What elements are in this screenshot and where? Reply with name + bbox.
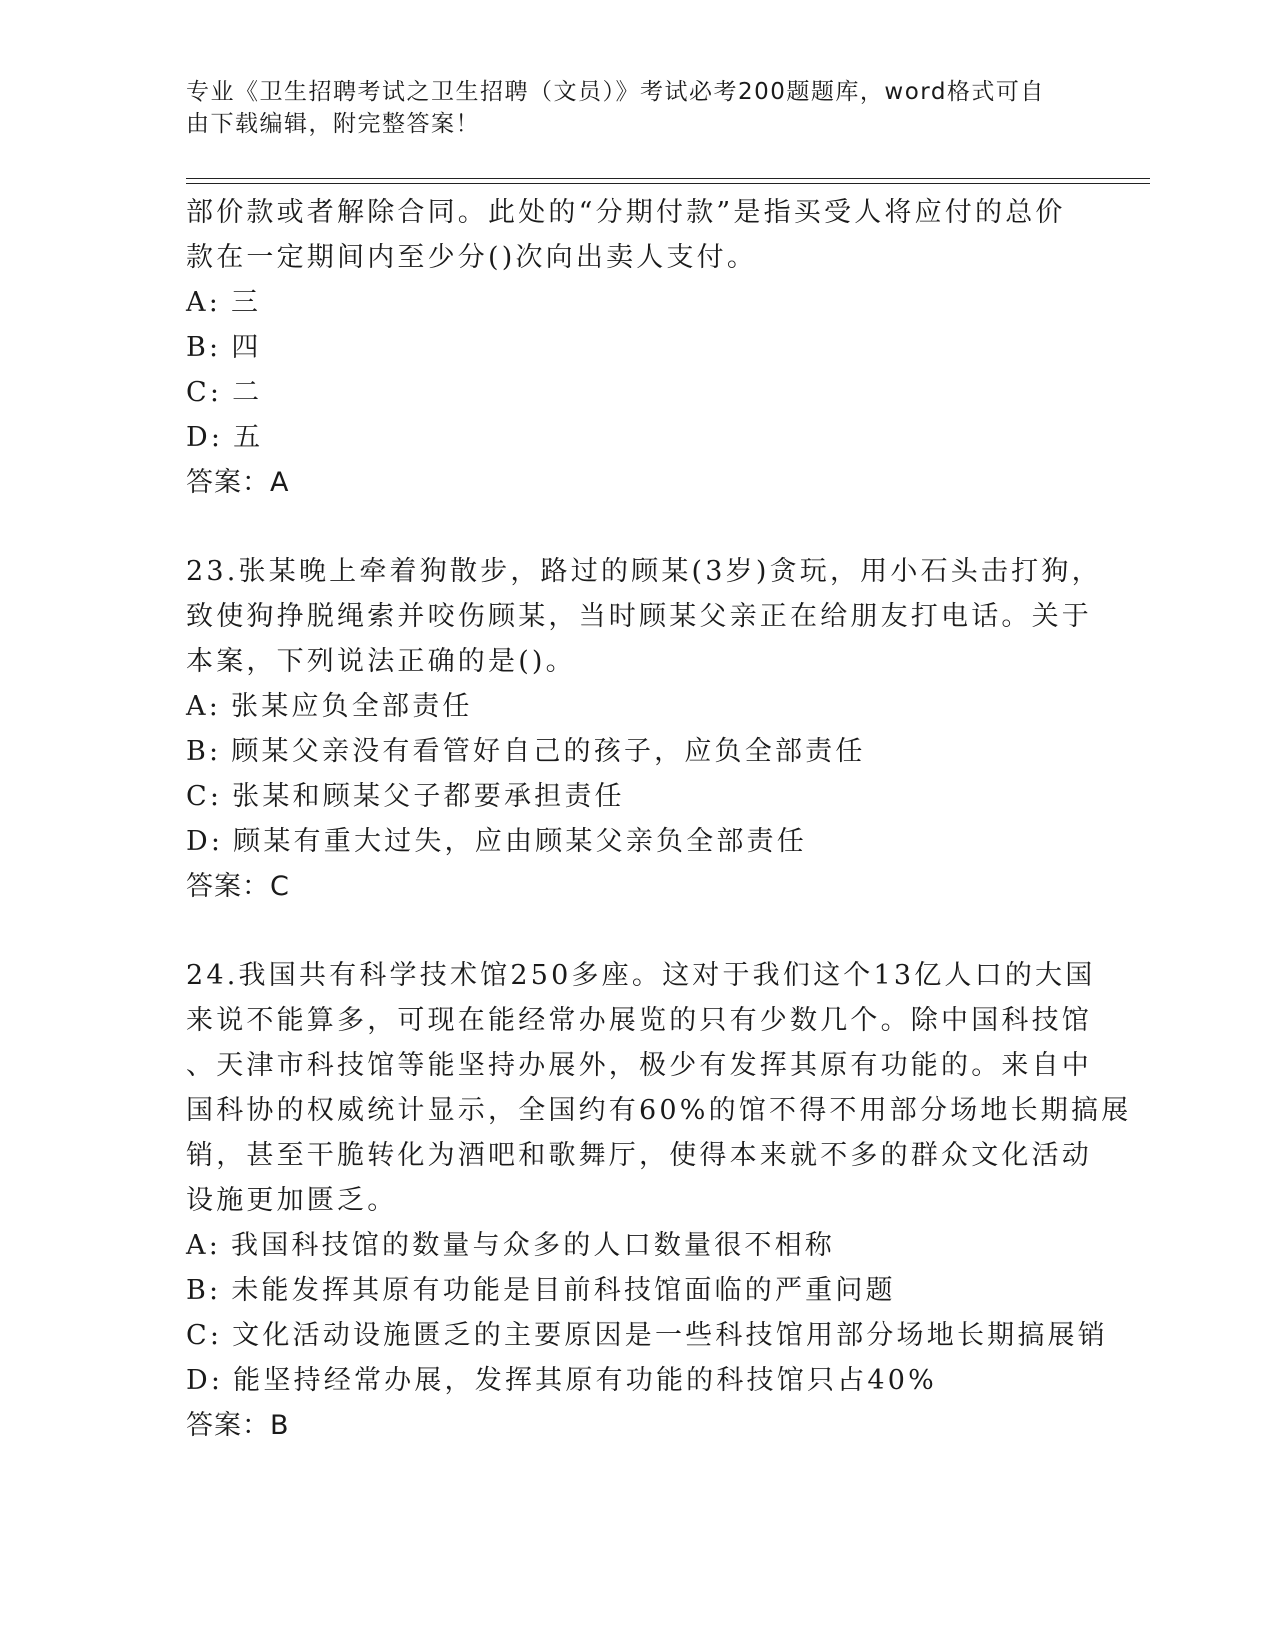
- header-divider-bottom: [186, 183, 1150, 184]
- answer-line: 答案：B: [186, 1410, 290, 1441]
- question-text-line: 国科协的权威统计显示，全国约有60%的馆不得不用部分场地长期搞展: [186, 1095, 1132, 1126]
- question-text-line: 部价款或者解除合同。此处的“分期付款”是指买受人将应付的总价: [186, 197, 1066, 228]
- option-text: 三: [231, 287, 262, 318]
- question-text-line: 、天津市科技馆等能坚持办展外，极少有发挥其原有功能的。来自中: [186, 1050, 1092, 1081]
- option-text: 未能发挥其原有功能是目前科技馆面临的严重问题: [231, 1275, 896, 1306]
- option-text: 四: [231, 332, 262, 363]
- option-letter: B:: [186, 736, 222, 767]
- question-text-line: 款在一定期间内至少分()次向出卖人支付。: [186, 242, 758, 273]
- option-letter: A:: [186, 287, 221, 318]
- option-b: [186, 729, 1086, 774]
- question-23: [186, 549, 1102, 909]
- question-text-line: 24.我国共有科学技术馆250多座。这对于我们这个13亿人口的大国: [186, 960, 1096, 991]
- option-text: 顾某父亲没有看管好自己的孩子，应负全部责任: [231, 736, 866, 767]
- question-text-line: 销，甚至干脆转化为酒吧和歌舞厅，使得本来就不多的群众文化活动: [186, 1140, 1092, 1171]
- option-letter: D:: [186, 1365, 224, 1396]
- option-text: 五: [233, 422, 264, 453]
- option-letter: A:: [186, 691, 221, 722]
- option-letter: C:: [186, 781, 223, 812]
- option-letter: A:: [186, 1230, 221, 1261]
- question-22: [186, 190, 1086, 505]
- question-text-line: 设施更加匮乏。: [186, 1185, 398, 1216]
- header-line-2: 由下载编辑，附完整答案！: [186, 111, 480, 137]
- option-text: 能坚持经常办展，发挥其原有功能的科技馆只占40%: [233, 1365, 937, 1396]
- option-text: 二: [232, 377, 263, 408]
- question-text-line: 23.张某晚上牵着狗散步，路过的顾某(3岁)贪玩，用小石头击打狗，: [186, 556, 1102, 587]
- option-d: [186, 1358, 1086, 1403]
- option-b: [186, 1268, 1086, 1313]
- option-text: 顾某有重大过失，应由顾某父亲负全部责任: [233, 826, 807, 857]
- option-a: [186, 1223, 1086, 1268]
- spacer: [186, 505, 1086, 549]
- document-body: [186, 190, 1132, 1448]
- option-text: 文化活动设施匮乏的主要原因是一些科技馆用部分场地长期搞展销: [232, 1320, 1108, 1351]
- option-letter: B:: [186, 1275, 222, 1306]
- option-c: [186, 774, 1086, 819]
- question-text-line: 致使狗挣脱绳索并咬伤顾某，当时顾某父亲正在给朋友打电话。关于: [186, 601, 1092, 632]
- spacer: [186, 909, 1086, 953]
- option-letter: D:: [186, 422, 224, 453]
- option-text: 张某和顾某父子都要承担责任: [232, 781, 625, 812]
- option-text: 张某应负全部责任: [231, 691, 473, 722]
- header-divider-top: [186, 178, 1150, 179]
- option-a: [186, 280, 1086, 325]
- option-letter: C:: [186, 377, 223, 408]
- question-text-line: 本案，下列说法正确的是()。: [186, 646, 576, 677]
- option-letter: C:: [186, 1320, 223, 1351]
- option-d: [186, 415, 1086, 460]
- header-line-1: 专业《卫生招聘考试之卫生招聘（文员）》考试必考200题题库，word格式可自: [186, 79, 1045, 105]
- option-c: [186, 370, 1086, 415]
- option-letter: B:: [186, 332, 222, 363]
- answer-line: 答案：A: [186, 467, 290, 498]
- option-b: [186, 325, 1086, 370]
- question-text-line: 来说不能算多，可现在能经常办展览的只有少数几个。除中国科技馆: [186, 1005, 1092, 1036]
- option-a: [186, 684, 1086, 729]
- option-d: [186, 819, 1086, 864]
- answer-line: 答案：C: [186, 871, 290, 902]
- question-24: [186, 953, 1132, 1448]
- option-text: 我国科技馆的数量与众多的人口数量很不相称: [231, 1230, 835, 1261]
- option-c: [186, 1313, 1108, 1358]
- document-header: [186, 76, 1086, 140]
- option-letter: D:: [186, 826, 224, 857]
